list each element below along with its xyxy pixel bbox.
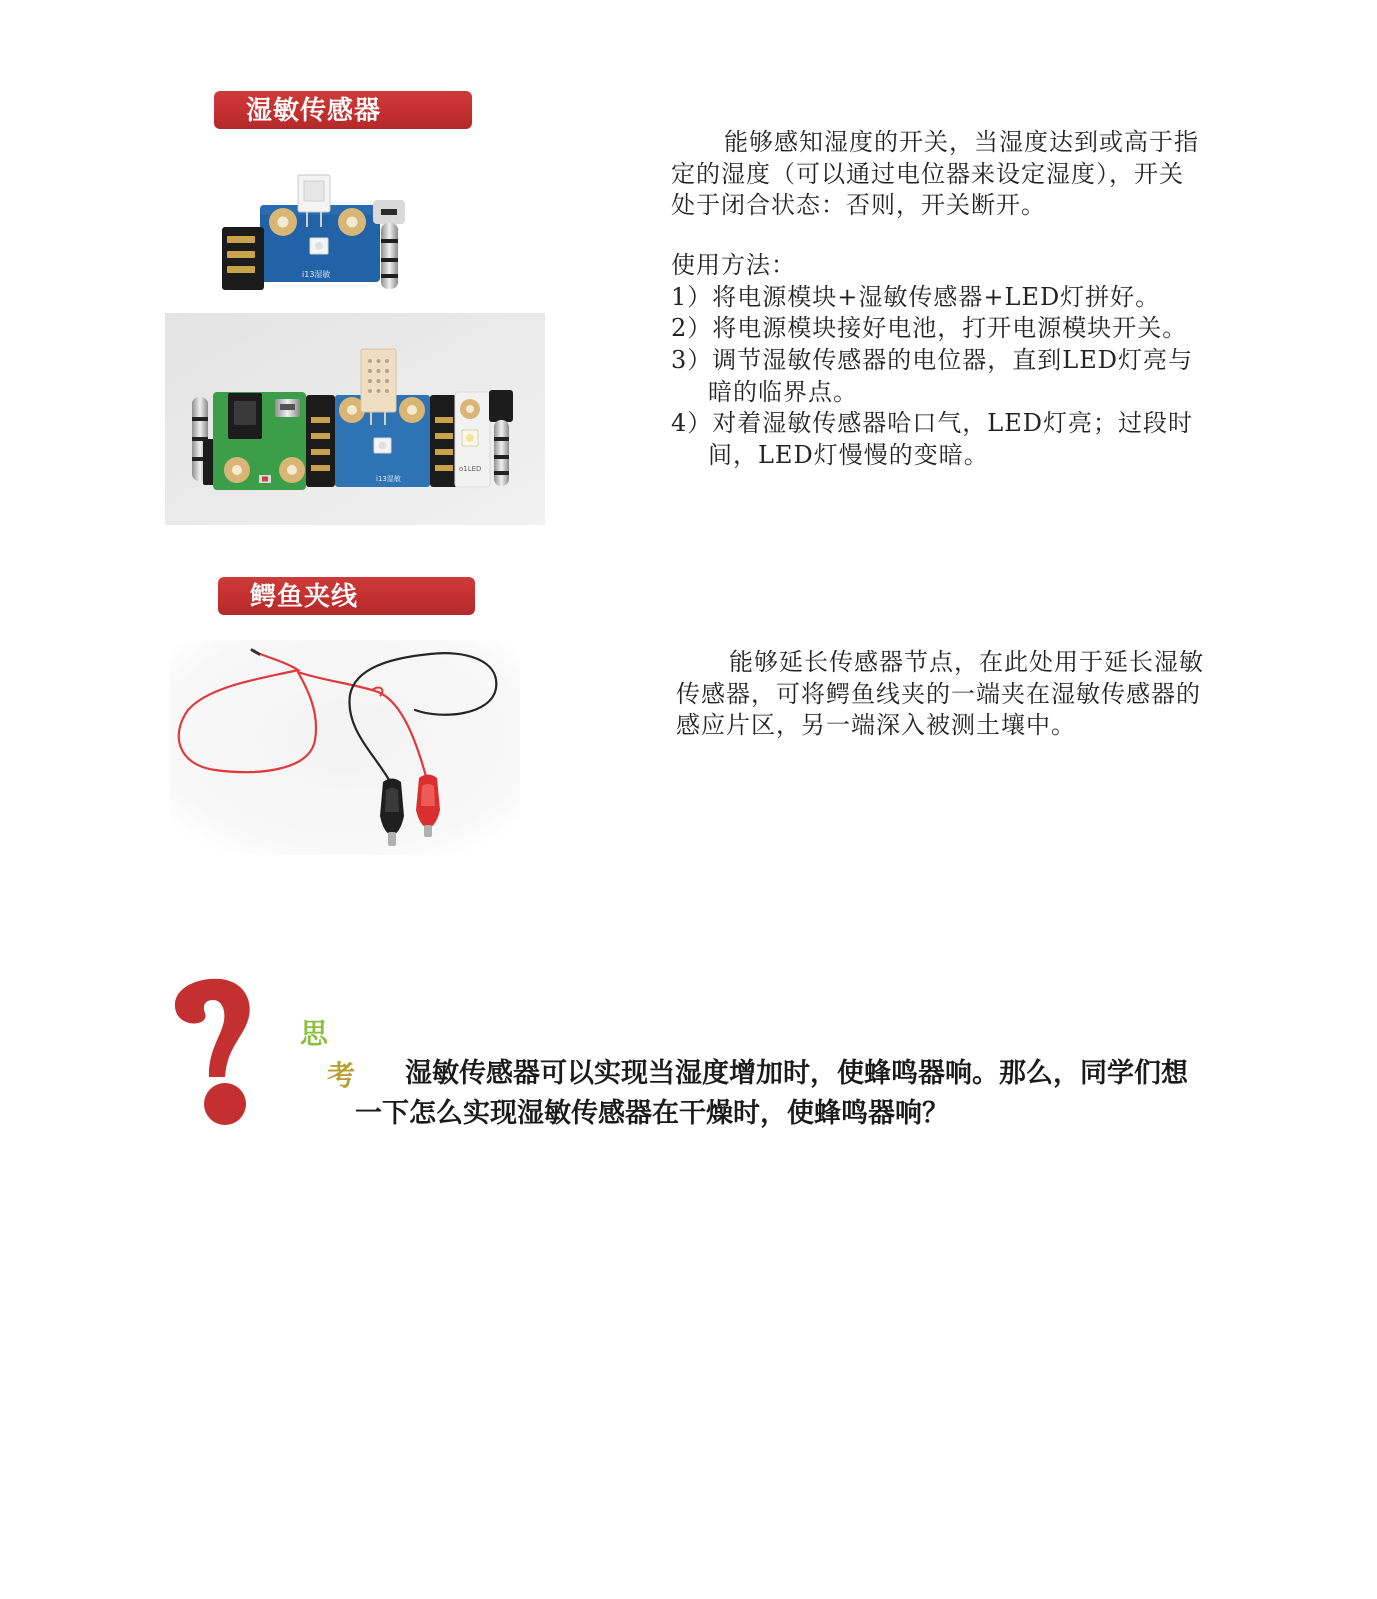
photo-background [170,640,520,855]
usage-step-3-continued: 暗的临界点。 [708,377,858,406]
question-mark-icon [165,975,260,1135]
board-label: i13湿敏 [302,270,331,279]
gold-pad-right [338,208,366,236]
potentiometer [310,238,328,254]
usage-instructions [671,250,1193,472]
humidity-sensor-description [671,127,1199,222]
power-module-board [213,392,306,490]
think-question-line-2: 一下怎么实现湿敏传感器在干燥时，使蜂鸣器响？ [355,1098,949,1128]
description-line: 传感器，可将鳄鱼线夹的一端夹在湿敏传感器的 [676,679,1201,708]
usage-step-4-continued: 间，LED灯慢慢的变暗。 [708,441,989,470]
alligator-clip-wire-photo [170,640,520,855]
connector-left [306,395,335,487]
think-label-char-2: 考 [327,1059,356,1092]
alligator-clip-description [676,647,1204,742]
usage-step-1: 1）将电源模块+湿敏传感器+LED灯拼好。 [671,282,1161,311]
led-board [455,392,490,487]
gold-pad-left [269,208,297,236]
usage-step-4: 4）对着湿敏传感器哈口气，LED灯亮；过段时 [671,409,1193,438]
description-line: 能够感知湿度的开关，当湿度达到或高于指 [724,128,1199,156]
description-line: 处于闭合状态：否则，开关断开。 [671,191,1046,220]
humidity-sensor-module-photo [215,165,415,297]
usage-step-2: 2）将电源模块接好电池，打开电源模块开关。 [671,314,1188,343]
led-board-label: o1LED [459,465,482,473]
side-connector [222,227,264,290]
think-question-line-1: 湿敏传感器可以实现当湿度增加时，使蜂鸣器响。那么，同学们想 [405,1058,1188,1088]
description-line: 定的湿度（可以通过电位器来设定湿度），开关 [671,159,1184,188]
section-title-humidity-sensor: 湿敏传感器 [214,91,472,129]
assembled-circuit-photo [165,313,545,525]
description-line: 感应片区，另一端深入被测土壤中。 [676,711,1076,740]
usage-title: 使用方法： [671,251,796,279]
usage-step-3: 3）调节湿敏传感器的电位器，直到LED灯亮与 [671,346,1193,375]
connector-right [430,395,458,487]
description-line: 能够延长传感器节点，在此处用于延长湿敏 [729,648,1204,676]
sensor-board-label: i13湿敏 [376,475,401,483]
section-title-alligator-clip: 鳄鱼夹线 [218,577,475,615]
think-label-char-1: 思 [300,1017,329,1050]
